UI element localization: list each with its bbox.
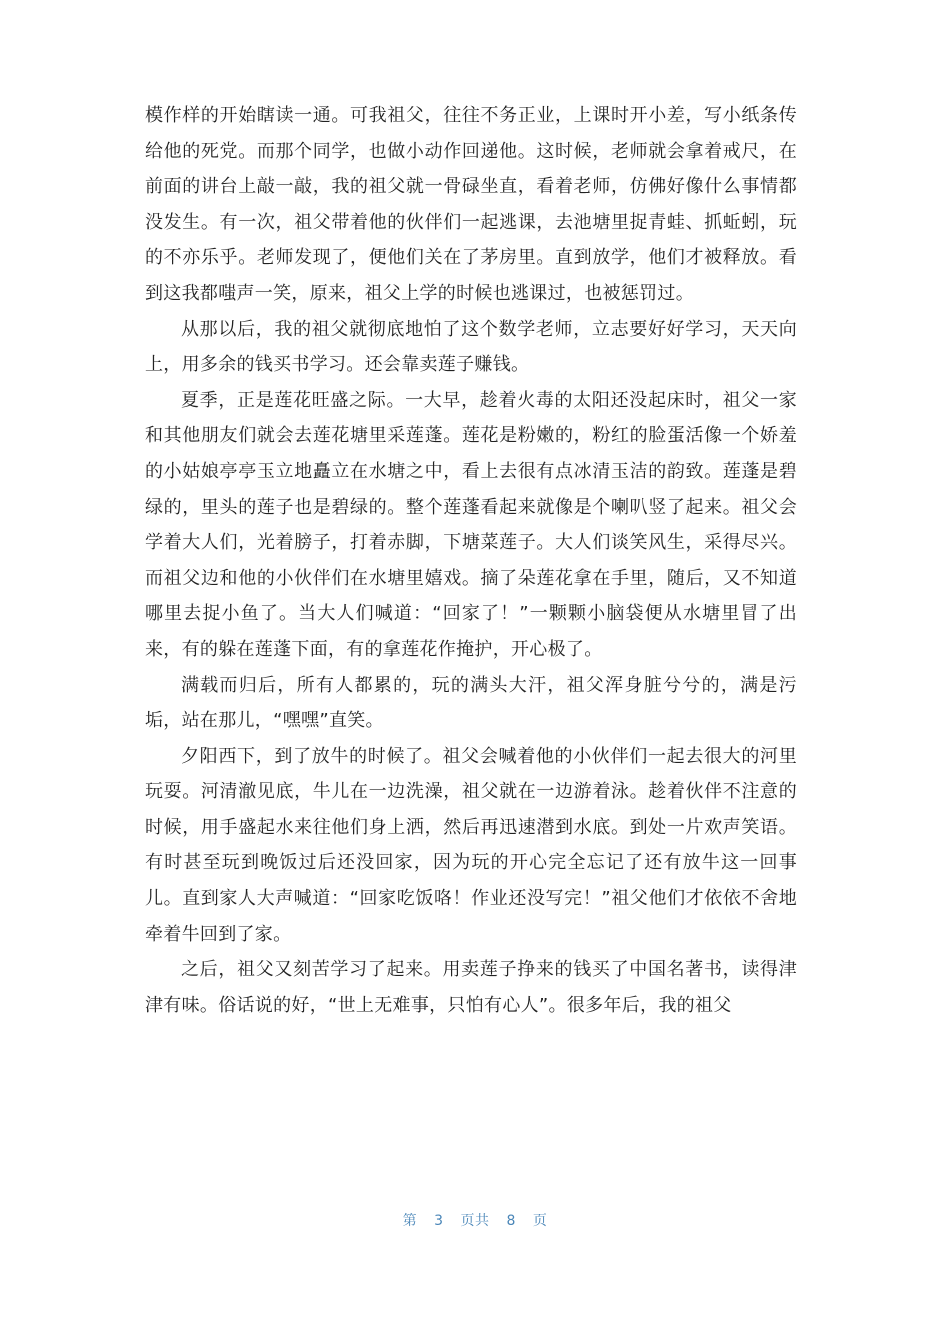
paragraph-5: 夕阳西下，到了放牛的时候了。祖父会喊着他的小伙伴们一起去很大的河里玩耍。河清澈见底，牛儿在一边洗澡，祖父就在一边游着泳。趁着伙伴不注意的时候，用手盛起水来往他们身上洒，然后再迅速潜到水底。到处一片欢声笑语。有时甚至玩到晚饭过后还没回家，因为玩的开心完全忘记了还有放牛这一回事儿。直到家人大声喊道：“回家吃饭咯！作业还没写完！”祖父他们才依依不舍地牵着牛回到了家。 — [145, 745, 797, 945]
footer-total-pages: 8 — [506, 1213, 516, 1229]
paragraph-4: 满载而归后，所有人都累的，玩的满头大汗，祖父浑身脏兮兮的，满是污垢，站在那儿，“嘿嘿”直笑。 — [145, 674, 797, 732]
document-body — [145, 98, 797, 1023]
footer-middle: 页共 — [460, 1213, 490, 1229]
footer-suffix: 页 — [532, 1213, 548, 1229]
footer-current-page: 3 — [434, 1213, 444, 1229]
paragraph-1: 模作样的开始瞎读一通。可我祖父，往往不务正业，上课时开小差，写小纸条传给他的死党。而那个同学，也做小动作回递他。这时候，老师就会拿着戒尺，在前面的讲台上敲一敲，我的祖父就一骨碌坐直，看着老师，仿佛好像什么事情都没发生。有一次，祖父带着他的伙伴们一起逃课，去池塘里捉青蛙、抓蚯蚓，玩的不亦乐乎。老师发现了，便他们关在了茅房里。直到放学，他们才被释放。看到这我都嗤声一笑，原来，祖父上学的时候也逃课过，也被惩罚过。 — [145, 105, 797, 304]
page-footer — [0, 1211, 950, 1231]
paragraph-3: 夏季，正是莲花旺盛之际。一大早，趁着火毒的太阳还没起床时，祖父一家和其他朋友们就会去莲花塘里采莲蓬。莲花是粉嫩的，粉红的脸蛋活像一个娇羞的小姑娘亭亭玉立地矗立在水塘之中，看上去很有点冰清玉洁的韵致。莲蓬是碧绿的，里头的莲子也是碧绿的。整个莲蓬看起来就像是个喇叭竖了起来。祖父会学着大人们，光着膀子，打着赤脚，下塘菜莲子。大人们谈笑风生，采得尽兴。而祖父边和他的小伙伴们在水塘里嬉戏。摘了朵莲花拿在手里，随后，又不知道哪里去捉小鱼了。当大人们喊道：“回家了！”一颗颗小脑袋便从水塘里冒了出来，有的躲在莲蓬下面，有的拿莲花作掩护，开心极了。 — [145, 389, 797, 660]
footer-prefix: 第 — [402, 1213, 418, 1229]
paragraph-2: 从那以后，我的祖父就彻底地怕了这个数学老师，立志要好好学习，天天向上，用多余的钱买书学习。还会靠卖莲子赚钱。 — [145, 318, 797, 376]
paragraph-6: 之后，祖父又刻苦学习了起来。用卖莲子挣来的钱买了中国名著书，读得津津有味。俗话说的好，“世上无难事，只怕有心人”。很多年后，我的祖父 — [145, 959, 797, 1016]
